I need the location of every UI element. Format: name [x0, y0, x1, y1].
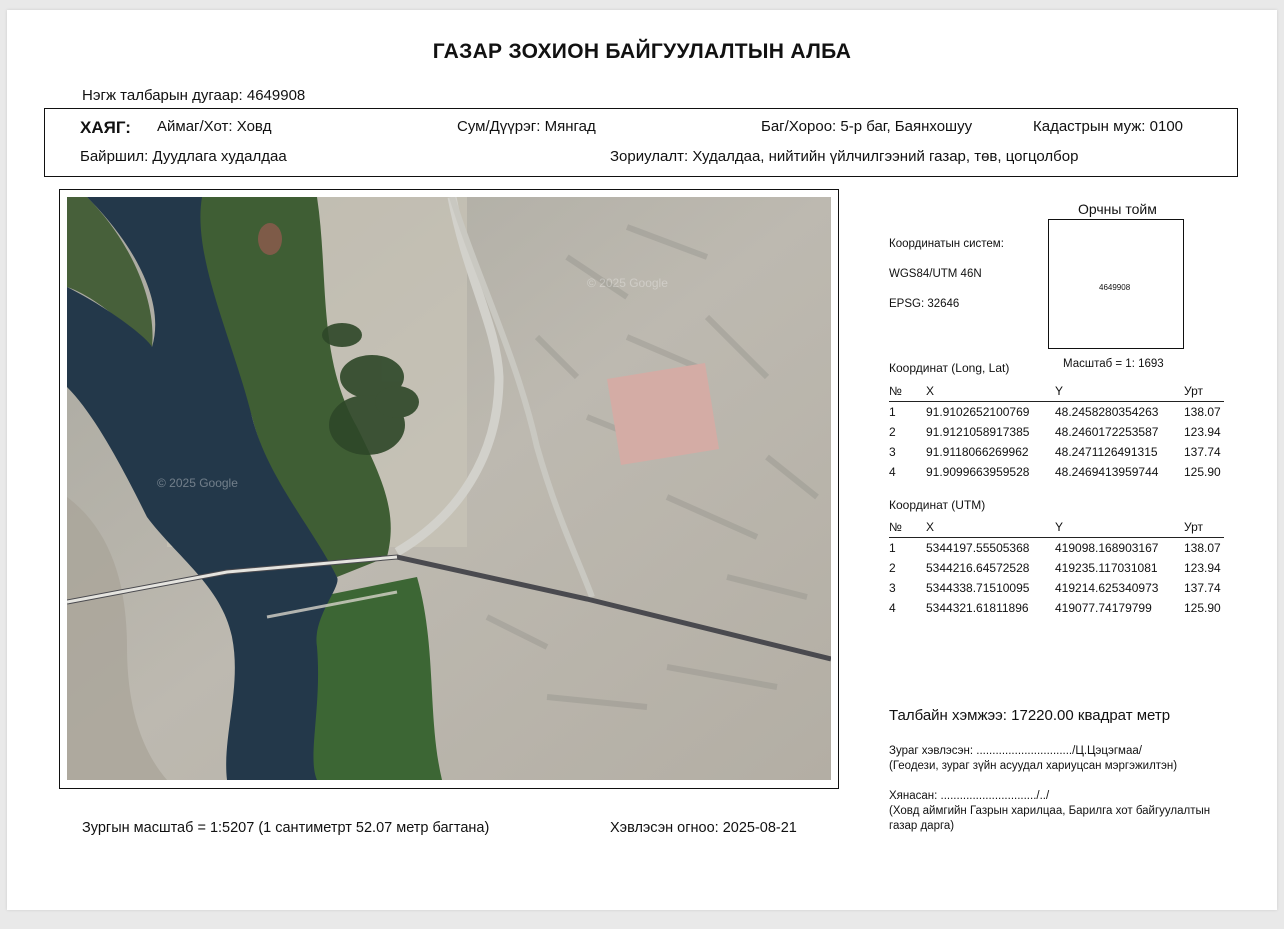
address-aimag: Аймаг/Хот: Ховд	[157, 118, 272, 135]
location-scale: Масштаб = 1: 1693	[1063, 358, 1164, 370]
table-header-row	[889, 517, 1224, 538]
cell-length: 123.94	[1184, 425, 1221, 439]
address-cadastral-zone: Кадастрын муж: 0100	[1033, 118, 1184, 135]
lonlat-table	[889, 381, 1224, 482]
table-header-row	[889, 381, 1224, 402]
cell-no: 3	[889, 445, 896, 459]
cell-y: 48.2458280354263	[1055, 405, 1159, 419]
location-overview-box	[1048, 219, 1184, 349]
document-sheet	[7, 10, 1277, 910]
cell-no: 1	[889, 405, 896, 419]
lonlat-title: Координат (Long, Lat)	[889, 361, 1010, 375]
header-length: Урт	[1184, 384, 1203, 398]
print-date: Хэвлэсэн огноо: 2025-08-21	[610, 820, 797, 836]
address-sum: Сум/Дүүрэг: Мянгад	[457, 118, 596, 135]
location-parcel-label: 4649908	[1099, 283, 1131, 292]
cell-length: 125.90	[1184, 601, 1221, 615]
epsg-code: EPSG: 32646	[889, 298, 960, 310]
cell-y: 419098.168903167	[1055, 541, 1159, 555]
cell-x: 5344197.55505368	[926, 541, 1030, 555]
table-row	[889, 462, 1224, 482]
coord-system-label: Координатын систем:	[889, 238, 1004, 250]
address-purpose: Зориулалт: Худалдаа, нийтийн үйлчилгээний газар, төв, цогцолбор	[610, 148, 1079, 165]
header-x: X	[926, 384, 935, 398]
location-title: Орчны тойм	[1078, 201, 1157, 217]
cell-length: 137.74	[1184, 445, 1221, 459]
cell-x: 91.9121058917385	[926, 425, 1030, 439]
header-y: Y	[1055, 520, 1064, 534]
watermark-right: © 2025 Google	[587, 276, 668, 290]
utm-table	[889, 517, 1224, 618]
satellite-image	[67, 197, 831, 780]
table-row	[889, 598, 1224, 618]
south-vegetation	[310, 577, 442, 780]
satellite-map[interactable]	[67, 197, 831, 780]
address-label: ХАЯГ:	[80, 118, 131, 137]
cell-no: 2	[889, 561, 896, 575]
cell-x: 91.9118066269962	[926, 445, 1029, 459]
cell-y: 419077.74179799	[1055, 601, 1152, 615]
table-row	[889, 538, 1224, 559]
cell-y: 419214.625340973	[1055, 581, 1159, 595]
table-row	[889, 558, 1224, 578]
parcel-number: Нэгж талбарын дугаар: 4649908	[82, 87, 306, 104]
cell-y: 419235.117031081	[1055, 561, 1158, 575]
map-scale: Зургын масштаб = 1:5207 (1 сантиметрт 52.07 метр багтана)	[82, 820, 490, 836]
cell-length: 125.90	[1184, 465, 1221, 479]
document-title: ГАЗАР ЗОХИОН БАЙГУУЛАЛТЫН АЛБА	[432, 40, 852, 63]
map-frame	[59, 189, 839, 789]
header-length: Урт	[1184, 520, 1203, 534]
cell-length: 137.74	[1184, 581, 1221, 595]
cell-length: 138.07	[1184, 405, 1221, 419]
cell-x: 5344216.64572528	[926, 561, 1030, 575]
watermark-left: © 2025 Google	[157, 476, 238, 490]
cell-no: 1	[889, 541, 896, 555]
cell-no: 4	[889, 465, 896, 479]
cell-x: 5344321.61811896	[926, 601, 1029, 615]
address-bag: Баг/Хороо: 5-р баг, Баянхошуу	[761, 118, 973, 135]
cell-x: 91.9102652100769	[926, 405, 1030, 419]
cell-no: 2	[889, 425, 896, 439]
cell-y: 48.2460172253587	[1055, 425, 1159, 439]
table-row	[889, 442, 1224, 462]
checked-by-role-2: газар дарга)	[889, 820, 955, 832]
header-no: №	[889, 384, 902, 398]
cell-length: 138.07	[1184, 541, 1221, 555]
cell-no: 3	[889, 581, 896, 595]
cell-length: 123.94	[1184, 561, 1221, 575]
coord-system-value: WGS84/UTM 46N	[889, 268, 982, 280]
red-spot	[258, 223, 282, 255]
parcel-polygon	[607, 363, 719, 465]
parcel-area: Талбайн хэмжээ: 17220.00 квадрат метр	[889, 707, 1171, 724]
drawn-by-role: (Геодези, зураг зүйн асуудал хариуцсан мэргэжилтэн)	[889, 760, 1178, 772]
cell-x: 91.9099663959528	[926, 465, 1030, 479]
checked-by: Хянасан: ............................../../	[889, 790, 1050, 802]
address-location: Байршил: Дуудлага худалдаа	[80, 148, 287, 165]
address-box	[44, 108, 1238, 177]
table-row	[889, 402, 1224, 423]
table-row	[889, 578, 1224, 598]
header-no: №	[889, 520, 902, 534]
cell-y: 48.2471126491315	[1055, 445, 1158, 459]
cell-x: 5344338.71510095	[926, 581, 1030, 595]
cell-no: 4	[889, 601, 896, 615]
checked-by-role-1: (Ховд аймгийн Газрын харилцаа, Барилга хот байгуулалтын	[889, 805, 1211, 817]
table-row	[889, 422, 1224, 442]
header-y: Y	[1055, 384, 1064, 398]
header-x: X	[926, 520, 935, 534]
drawn-by: Зураг хэвлэсэн: ............................../Ц.Цэцэгмаа/	[889, 745, 1142, 757]
utm-title: Координат (UTM)	[889, 498, 986, 512]
cell-y: 48.2469413959744	[1055, 465, 1159, 479]
